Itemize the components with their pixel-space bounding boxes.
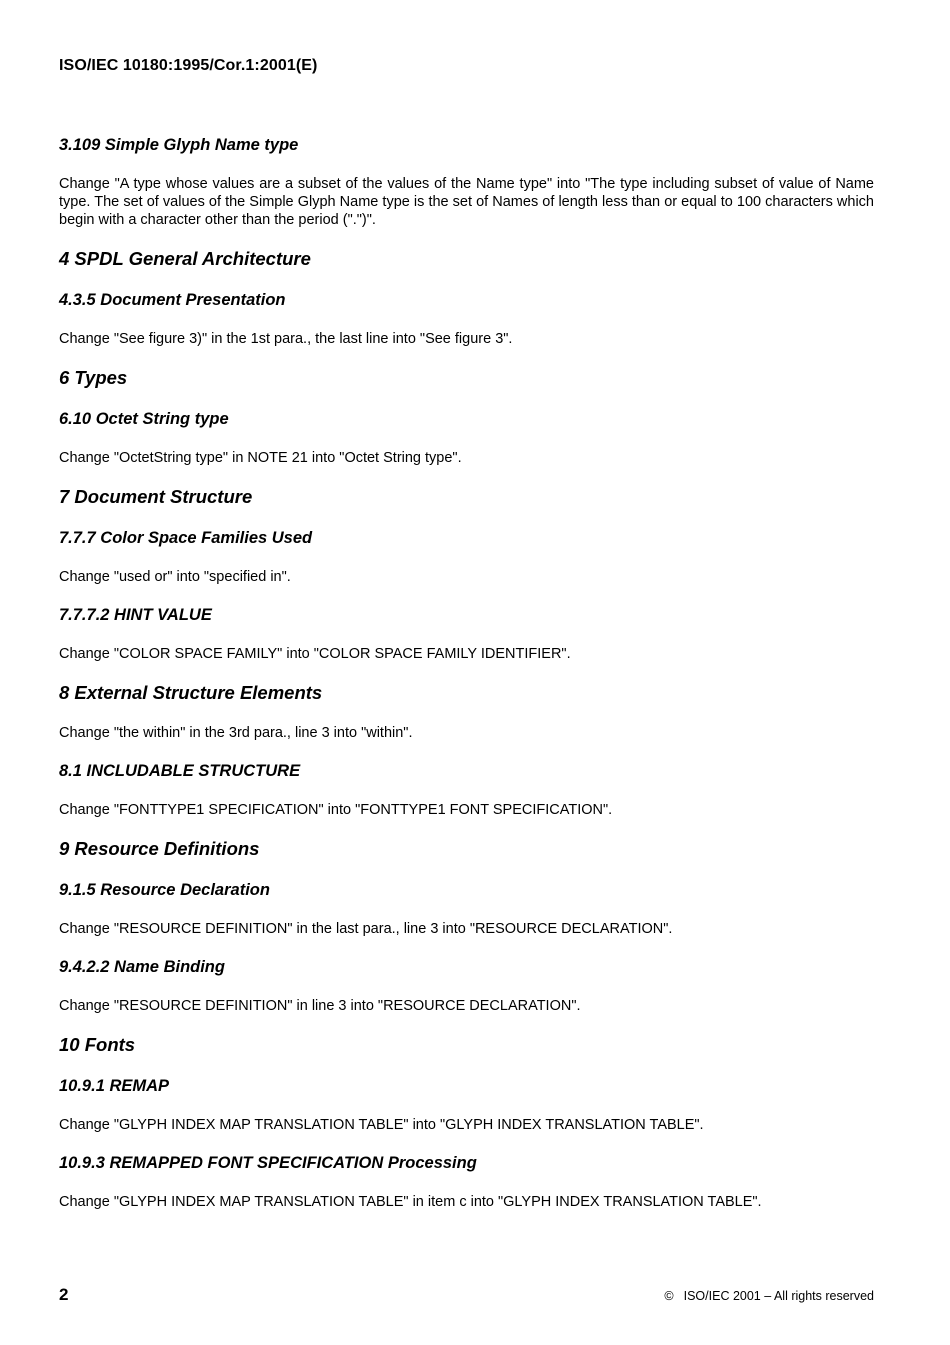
paragraph-10-9-3: Change "GLYPH INDEX MAP TRANSLATION TABLE" in item c into "GLYPH INDEX TRANSLATION TABLE".: [59, 1194, 762, 1210]
heading-7-7-7-2: 7.7.7.2 HINT VALUE: [59, 606, 212, 624]
copyright-text: ISO/IEC 2001 – All rights reserved: [683, 1289, 874, 1303]
heading-7: 7 Document Structure: [59, 486, 253, 507]
heading-10-9-3: 10.9.3 REMAPPED FONT SPECIFICATION Processing: [59, 1154, 477, 1172]
heading-9-1-5: 9.1.5 Resource Declaration: [59, 881, 270, 899]
heading-10-9-1: 10.9.1 REMAP: [59, 1077, 170, 1095]
heading-8-1: 8.1 INCLUDABLE STRUCTURE: [59, 762, 301, 780]
copyright-notice: [664, 1289, 874, 1303]
paragraph-7-7-7: Change "used or" into "specified in".: [59, 569, 291, 585]
document-identifier: ISO/IEC 10180:1995/Cor.1:2001(E): [59, 57, 318, 74]
paragraph-6-10: Change "OctetString type" in NOTE 21 into "Octet String type".: [59, 450, 462, 466]
heading-8: 8 External Structure Elements: [59, 682, 323, 703]
paragraph-7-7-7-2: Change "COLOR SPACE FAMILY" into "COLOR SPACE FAMILY IDENTIFIER".: [59, 646, 571, 662]
heading-9: 9 Resource Definitions: [59, 838, 260, 859]
heading-7-7-7: 7.7.7 Color Space Families Used: [59, 529, 313, 547]
heading-10: 10 Fonts: [59, 1034, 136, 1055]
paragraph-10-9-1: Change "GLYPH INDEX MAP TRANSLATION TABLE" into "GLYPH INDEX TRANSLATION TABLE".: [59, 1117, 704, 1133]
heading-3-109: 3.109 Simple Glyph Name type: [59, 136, 299, 154]
heading-6-10: 6.10 Octet String type: [59, 410, 229, 428]
paragraph-3-109: Change "A type whose values are a subset of the values of the Name type" into "The type including subset of value of Name type. The set of values of the Simple Glyph Name type is the set of Names of length less than or equal to 100 characters which begin with a character other than the period (".")".: [59, 176, 874, 228]
heading-4: 4 SPDL General Architecture: [59, 248, 311, 269]
paragraph-8: Change "the within" in the 3rd para., line 3 into "within".: [59, 725, 413, 741]
heading-4-3-5: 4.3.5 Document Presentation: [59, 291, 286, 309]
heading-9-4-2-2: 9.4.2.2 Name Binding: [59, 958, 225, 976]
paragraph-4-3-5: Change "See figure 3)" in the 1st para., the last line into "See figure 3".: [59, 331, 513, 347]
page-number: 2: [59, 1285, 69, 1304]
paragraph-9-4-2-2: Change "RESOURCE DEFINITION" in line 3 into "RESOURCE DECLARATION".: [59, 998, 581, 1014]
heading-6: 6 Types: [59, 367, 128, 388]
copyright-symbol: ©: [664, 1289, 674, 1303]
paragraph-9-1-5: Change "RESOURCE DEFINITION" in the last para., line 3 into "RESOURCE DECLARATION".: [59, 921, 673, 937]
paragraph-8-1: Change "FONTTYPE1 SPECIFICATION" into "FONTTYPE1 FONT SPECIFICATION".: [59, 802, 613, 818]
